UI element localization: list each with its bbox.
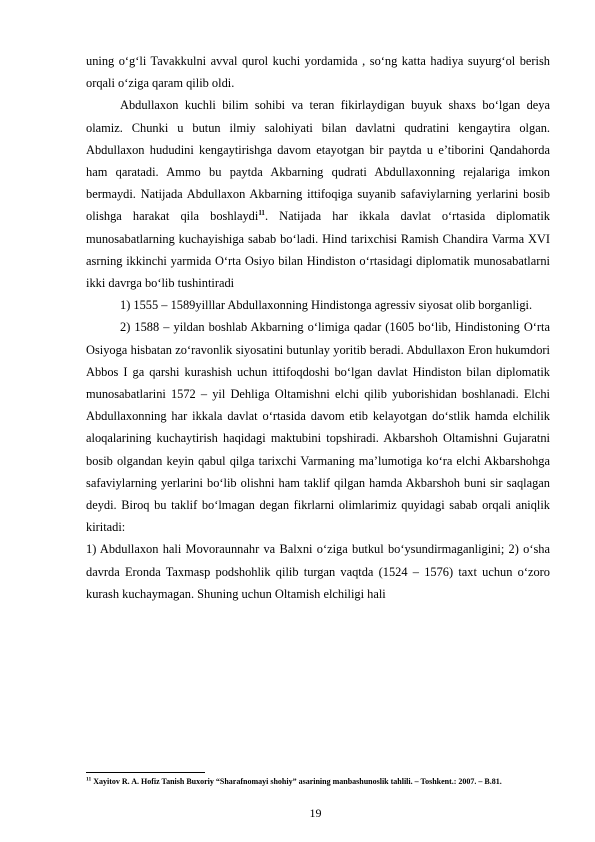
page-number: 19 bbox=[309, 806, 322, 820]
paragraph-2-text: Abdullaxon kuchli bilim sohibi va teran fikirlaydigan buyuk shaxs bo‘lgan deya olamiz. Chunki u butun ilmiy salohiyati bilan davlatni qudratini kengaytira olgan. Abdullaxon hududini kengaytirishga davom etayotgan bir paytda u e’tiborini Qandahorda ham qaratadi. Ammo bu paytda Akbarning qudrati Abdullaxonning rejalariga imkon bermaydi. Natijada Abdullaxon Akbarning ittifoqiga suyanib safaviylarning yerlarini bosib olishga harakat qila boshlaydi bbox=[86, 98, 550, 224]
paragraph-2-rest: . Natijada har ikkala davlat o‘rtasida diplomatik munosabatlarning kuchayishiga sabab bo‘ladi. Hind tarixchisi Ramish Chandira Varma XVI asrning ikkinchi yarmida O‘rta Osiyo bilan Hindiston o‘rtasidagi diplomatik munosabatlarni ikki davrga bo‘lib tushintiradi bbox=[86, 209, 550, 291]
paragraph-3: 1) 1555 – 1589yilllar Abdullaxonning Hindistonga agressiv siyosat olib borganligi. bbox=[120, 298, 533, 313]
paragraph-5: 1) Abdullaxon hali Movoraunnahr va Balxni o‘ziga butkul bo‘ysundirmaganligini; 2) o‘sha davrda Eronda Taxmasp podshohlik qilib turgan vaqtda (1524 – 1576) taxt uchun o‘zoro kurash kuchaymagan. Shuning uchun Oltamish elchiligi hali bbox=[86, 542, 550, 601]
paragraph-4: 2) 1588 – yildan boshlab Akbarning o‘limiga qadar (1605 bo‘lib, Hindistoning O‘rta Osiyoga hisbatan zo‘ravonlik siyosatini butunlay yoritib beradi. Abdullaxon Eron hukumdori Abbos I ga qarshi kurashish uchun ittifoqdoshi bo‘lgan davlat Hindiston bilan diplomatik munosabatlarini 1572 – yil Dehliga Oltamishni elchi qilib yuborishidan boshlanadi. Elchi Abdullaxonning har ikkala davlat o‘rtasida davom etib kelayotgan do‘stlik hamda elchilik aloqalarining kuchaytirish haqidagi maktubini topshiradi. Akbarshoh Oltamishni Gujaratni bosib olgandan keyin qabul qilga tarixchi Varmaning ma’lumotiga ko‘ra elchi Akbarshohga safaviylarning yerlarini bo‘lib olishni ham taklif qilgan hamda Akbarshoh buni sir saqlagan deydi. Biroq bu taklif bo‘lmagan degan fikrlarni olimlarimiz quyidagi sabab orqali aniqlik kiritadi: bbox=[86, 320, 550, 535]
paragraph-2 bbox=[86, 94, 550, 294]
footnote bbox=[86, 777, 550, 788]
footnote-separator bbox=[86, 772, 205, 773]
paragraph-1: uning o‘g‘li Tavakkulni avval qurol kuchi yordamida , so‘ng katta hadiya suyurg‘ol berish orqali o‘ziga qaram qilib oldi. bbox=[86, 54, 550, 91]
footnote-text: Xayitov R. A. Hofiz Tanish Buxoriy “Sharafnomayi shohiy” asarining manbashunoslik tahlili. – Toshkent.: 2007. – B.81. bbox=[91, 777, 502, 786]
document-body bbox=[86, 50, 550, 605]
footnote-reference[interactable]: 11 bbox=[258, 209, 265, 218]
footnote-number: 11 bbox=[86, 776, 92, 783]
